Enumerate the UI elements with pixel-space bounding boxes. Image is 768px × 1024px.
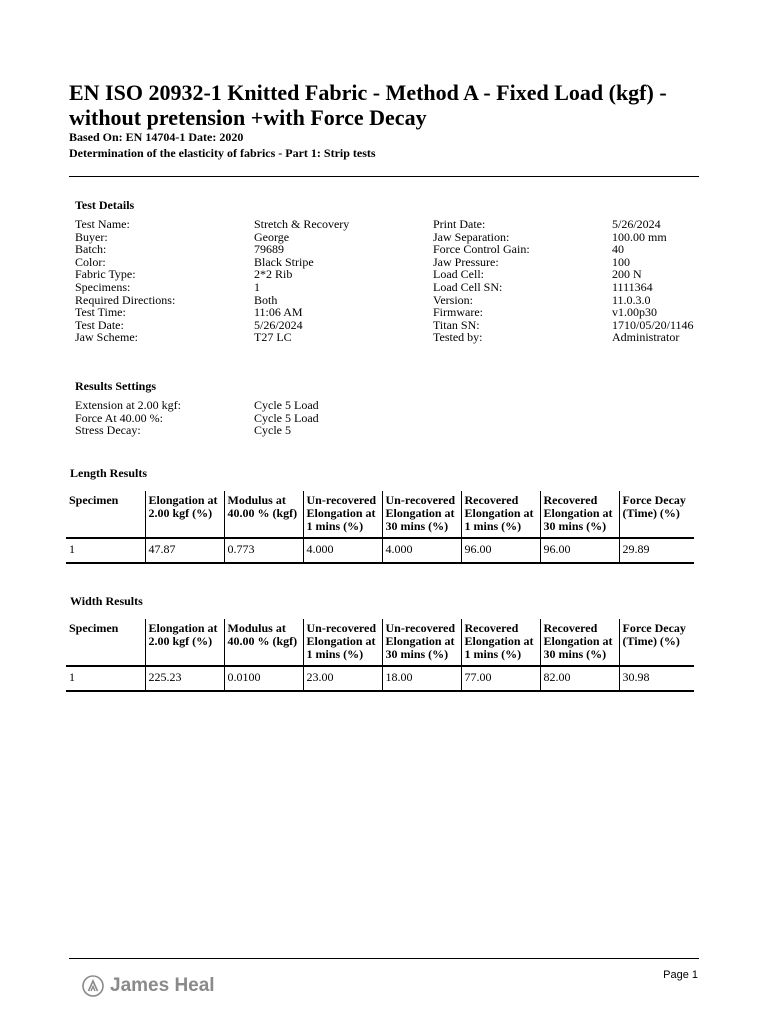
column-header: Recovered Elongation at 30 mins (%) xyxy=(540,491,619,538)
table-cell: 47.87 xyxy=(145,538,224,563)
column-header: Recovered Elongation at 1 mins (%) xyxy=(461,619,540,666)
detail-key: Load Cell SN: xyxy=(433,279,503,294)
test-details-heading: Test Details xyxy=(75,198,135,212)
detail-row xyxy=(433,331,768,344)
report-title: EN ISO 20932-1 Knitted Fabric - Method A - Fixed Load (kgf) -without pretension +with Force Decay xyxy=(69,80,667,130)
table-cell: 96.00 xyxy=(540,538,619,563)
table-cell: 225.23 xyxy=(145,666,224,691)
detail-key: Force Control Gain: xyxy=(433,242,530,257)
detail-row xyxy=(75,424,433,437)
test-details-right xyxy=(433,218,768,344)
detail-value: 2*2 Rib xyxy=(254,267,293,282)
column-header: Elongation at 2.00 kgf (%) xyxy=(145,491,224,538)
page-number: Page 1 xyxy=(663,969,698,981)
footer-divider xyxy=(69,958,699,959)
column-header: Specimen xyxy=(66,491,145,538)
detail-row xyxy=(433,281,768,294)
detail-key: Buyer: xyxy=(75,229,108,244)
detail-row xyxy=(75,218,433,231)
detail-key: Jaw Pressure: xyxy=(433,254,499,269)
detail-key: Batch: xyxy=(75,242,107,257)
detail-row xyxy=(75,281,433,294)
column-header: Recovered Elongation at 30 mins (%) xyxy=(540,619,619,666)
detail-value: 1710/05/20/1146 xyxy=(612,317,694,332)
detail-value: Black Stripe xyxy=(254,254,314,269)
detail-value: Cycle 5 xyxy=(254,423,291,438)
column-header: Recovered Elongation at 1 mins (%) xyxy=(461,491,540,538)
detail-key: Required Directions: xyxy=(75,292,176,307)
column-header: Modulus at 40.00 % (kgf) xyxy=(224,491,303,538)
detail-value: 1111364 xyxy=(612,279,653,294)
description-line: Determination of the elasticity of fabrics - Part 1: Strip tests xyxy=(69,146,376,160)
table-cell: 0.0100 xyxy=(224,666,303,691)
detail-row xyxy=(433,218,768,231)
detail-key: Version: xyxy=(433,292,473,307)
length-results-table xyxy=(66,491,694,564)
detail-key: Stress Decay: xyxy=(75,423,141,438)
results-settings-list xyxy=(75,399,433,437)
detail-value: 5/26/2024 xyxy=(254,317,303,332)
detail-value: T27 LC xyxy=(254,330,292,345)
test-details-left xyxy=(75,218,433,344)
detail-key: Jaw Scheme: xyxy=(75,330,138,345)
detail-row xyxy=(75,243,433,256)
detail-value: 100.00 mm xyxy=(612,229,667,244)
james-heal-logo-icon xyxy=(82,975,104,997)
detail-key: Titan SN: xyxy=(433,317,480,332)
table-cell: 82.00 xyxy=(540,666,619,691)
detail-value: Both xyxy=(254,292,278,307)
table-cell: 29.89 xyxy=(619,538,694,563)
detail-value: 1 xyxy=(254,279,260,294)
header-divider xyxy=(69,176,699,177)
table-cell: 18.00 xyxy=(382,666,461,691)
detail-row xyxy=(75,399,433,412)
detail-key: Test Name: xyxy=(75,217,130,231)
detail-key: Specimens: xyxy=(75,279,131,294)
width-results-table xyxy=(66,619,694,692)
table-cell: 30.98 xyxy=(619,666,694,691)
james-heal-logo xyxy=(82,975,215,997)
detail-value: 40 xyxy=(612,242,624,257)
table-header-row xyxy=(66,619,694,666)
detail-row xyxy=(433,306,768,319)
based-on-line: Based On: EN 14704-1 Date: 2020 xyxy=(69,130,244,144)
detail-key: Firmware: xyxy=(433,305,483,320)
detail-value: 100 xyxy=(612,254,630,269)
detail-value: Stretch & Recovery xyxy=(254,217,350,231)
detail-value: v1.00p30 xyxy=(612,305,657,320)
width-results-heading: Width Results xyxy=(70,594,143,608)
results-settings-heading: Results Settings xyxy=(75,379,157,393)
column-header: Force Decay (Time) (%) xyxy=(619,491,694,538)
detail-key: Tested by: xyxy=(433,330,483,345)
detail-row xyxy=(75,331,433,344)
detail-value: Cycle 5 Load xyxy=(254,410,319,425)
detail-value: 200 N xyxy=(612,267,642,282)
table-cell: 23.00 xyxy=(303,666,382,691)
detail-key: Print Date: xyxy=(433,217,486,231)
detail-value: Administrator xyxy=(612,330,680,345)
column-header: Un-recovered Elongation at 30 mins (%) xyxy=(382,491,461,538)
table-cell: 96.00 xyxy=(461,538,540,563)
length-results-heading: Length Results xyxy=(70,466,148,480)
detail-key: Load Cell: xyxy=(433,267,484,282)
table-cell: 1 xyxy=(66,538,145,563)
column-header: Force Decay (Time) (%) xyxy=(619,619,694,666)
detail-row xyxy=(433,294,768,307)
detail-value: George xyxy=(254,229,290,244)
table-cell: 0.773 xyxy=(224,538,303,563)
detail-value: 11.0.3.0 xyxy=(612,292,651,307)
detail-key: Fabric Type: xyxy=(75,267,136,282)
detail-key: Jaw Separation: xyxy=(433,229,510,244)
detail-key: Extension at 2.00 kgf: xyxy=(75,398,181,412)
detail-row xyxy=(433,319,768,332)
table-header-row xyxy=(66,491,694,538)
detail-row xyxy=(433,243,768,256)
column-header: Un-recovered Elongation at 30 mins (%) xyxy=(382,619,461,666)
detail-key: Test Date: xyxy=(75,317,124,332)
detail-value: Cycle 5 Load xyxy=(254,398,319,412)
column-header: Modulus at 40.00 % (kgf) xyxy=(224,619,303,666)
column-header: Elongation at 2.00 kgf (%) xyxy=(145,619,224,666)
column-header: Un-recovered Elongation at 1 mins (%) xyxy=(303,491,382,538)
column-header: Un-recovered Elongation at 1 mins (%) xyxy=(303,619,382,666)
detail-key: Color: xyxy=(75,254,106,269)
table-row xyxy=(66,666,694,691)
column-header: Specimen xyxy=(66,619,145,666)
detail-row xyxy=(75,306,433,319)
table-cell: 77.00 xyxy=(461,666,540,691)
detail-key: Test Time: xyxy=(75,305,126,320)
table-cell: 1 xyxy=(66,666,145,691)
detail-key: Force At 40.00 %: xyxy=(75,410,163,425)
detail-value: 79689 xyxy=(254,242,284,257)
detail-value: 11:06 AM xyxy=(254,305,303,320)
logo-text: James Heal xyxy=(110,975,215,996)
detail-value: 5/26/2024 xyxy=(612,217,661,231)
table-row xyxy=(66,538,694,563)
table-cell: 4.000 xyxy=(382,538,461,563)
table-cell: 4.000 xyxy=(303,538,382,563)
